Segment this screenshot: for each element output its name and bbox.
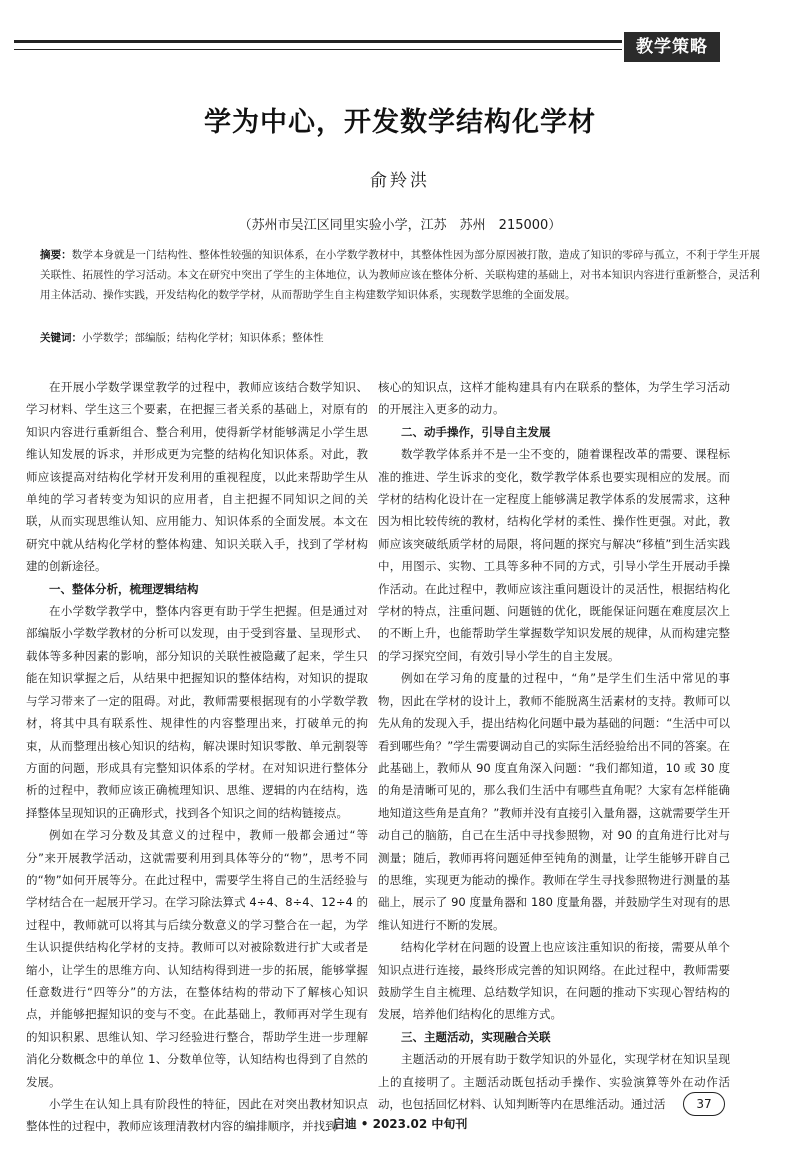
body-column-left [26, 376, 368, 1138]
keywords-text: 小学数学；部编版；结构化学材；知识体系；整体性 [82, 332, 324, 344]
paragraph: 在小学数学教学中，整体内容更有助于学生把握。但是通过对部编版小学数学教材的分析可以发现，由于受到容量、呈现形式、载体等多种因素的影响，部分知识的关联性被隐藏了起来，学生只能在知识掌握之后，从结果中把握知识的整体结构，对知识的提取与学习带来了一定的阻碍。对此，教师需要根据现有的小学数学教材，将其中具有联系性、规律性的内容整理出来，打破单元的拘束，从而整理出核心知识的结构，解决课时知识零散、单元割裂等方面的问题，形成具有完整知识体系的学材。在对知识进行整体分析的过程中，教师应该正确梳理知识、思维、逻辑的内在结构，选择整体呈现知识的正确形式，找到各个知识之间的结构链接点。 [26, 604, 368, 820]
abstract-label: 摘要： [40, 249, 72, 261]
abstract-text: 数学本身就是一门结构性、整体性较强的知识体系，在小学数学教材中，其整体性因为部分原因被打散，造成了知识的零碎与孤立，不利于学生开展关联性、拓展性的学习活动。本文在研究中突出了学生的主体地位，认为教师应该在整体分析、关联构建的基础上，对书本知识内容进行重新整合，灵活利用主体活动、操作实践，开发结构化的数学学材，从而帮助学生自主构建数学知识体系，实现数学思维的全面发展。 [40, 249, 761, 301]
paragraph: 例如在学习角的度量的过程中，“角”是学生们生活中常见的事物，因此在学材的设计上，教师不能脱离生活素材的支持。教师可以先从角的发现入手，提出结构化问题中最为基础的问题：“生活中可以看到哪些角？”学生需要调动自己的实际生活经验给出不同的答案。在此基础上，教师从 90 度直角深入问题：“我们都知道，10 或 30 度的角是清晰可见的，那么我们生活中有哪些直角呢？大家有怎样能确地知道这些角是直角？”教师并没有直接引入量角器，这就需要学生开动自己的脑筋，自己在生活中寻找参照物，对 90 的直角进行比对与测量；随后，教师再将问题延伸至钝角的测量，让学生能够开辟自己的思维，实现更为能动的操作。教师在学生寻找参照物进行测量的基础上，展示了 90 度量角器和 180 度量角器，并鼓励学生对现有的思维认知进行不断的发展。 [378, 671, 730, 932]
paragraph: 核心的知识点，这样才能构建具有内在联系的整体，为学生学习活动的开展注入更多的动力。 [378, 380, 730, 417]
journal-footer: 启迪 • 2023.02 中旬刊 [332, 1117, 468, 1131]
section-heading: 一、整体分析，梳理逻辑结构 [49, 581, 199, 596]
paragraph: 小学生在认知上具有阶段性的特征，因此在对突出教材知识点整体性的过程中，教师应该理清教材内容的编排顺序，并找到 [26, 1097, 368, 1134]
paragraph: 例如在学习分数及其意义的过程中，教师一般都会通过“等分”来开展教学活动，这就需要利用到具体等分的“物”，思考不同的“物”如何开展等分。在此过程中，需要学生将自己的生活经验与学材结合在一起展开学习。在学习除法算式 4÷4、8÷4、12÷4 的过程中，教师就可以将其与后续分数意义的学习整合在一起，为学生认识提供结构化学材的支持。教师可以对被除数进行扩大或者是缩小，让学生的思维方向、认知结构得到进一步的拓展，能够掌握任意数进行“四等分”的方法，在整体结构的带动下了解核心知识点，并能够把握知识的变与不变。在此基础上，教师再对学生现有的知识积累、思维认知、学习经验进行整合，帮助学生进一步理解消化分数概念中的单位 1、分数单位等，认知结构也得到了自然的发展。 [26, 828, 368, 1089]
paragraph: 结构化学材在问题的设置上也应该注重知识的衔接，需要从单个知识点进行连接，最终形成完善的知识网络。在此过程中，教师需要鼓励学生自主梳理、总结数学知识，在问题的推动下实现心智结构的发展，培养他们结构化的思维方式。 [378, 940, 730, 1022]
abstract [40, 245, 760, 305]
header-rule [14, 40, 622, 50]
paragraph: 主题活动的开展有助于数学知识的外显化，实现学材在知识呈现上的直接明了。主题活动既包括动手操作、实验演算等外在动作活动，也包括回忆材料、认知判断等内在思维活动。通过活 [378, 1052, 730, 1111]
keywords [40, 328, 760, 348]
section-heading: 三、主题活动，实现融合关联 [401, 1029, 551, 1044]
section-heading: 二、动手操作，引导自主发展 [401, 424, 551, 439]
paragraph: 在开展小学数学课堂教学的过程中，教师应该结合数学知识、学习材料、学生这三个要素，在把握三者关系的基础上，对原有的知识内容进行重新组合、整合利用，使得新学材能够满足小学生思维认知发展的诉求，并形成更为完整的结构化知识体系。对此，教师应该提高对结构化学材开发利用的重视程度，以此来帮助学生从单纯的学习者转变为知识的应用者，自主把握不同知识之间的关联，从而实现思维认知、应用能力、知识体系的全面发展。本文在研究中就从结构化学材的整体构建、知识关联入手，找到了学材构建的创新途径。 [26, 380, 368, 574]
author-affiliation: （苏州市吴江区同里实验小学，江苏 苏州 215000） [238, 218, 562, 233]
article-title: 学为中心，开发数学结构化学材 [204, 107, 596, 138]
page-number: 37 [683, 1092, 725, 1116]
keywords-label: 关键词： [40, 332, 82, 344]
paragraph: 数学教学体系并不是一尘不变的，随着课程改革的需要、课程标准的推进、学生诉求的变化，数学教学体系也要实现相应的发展。而学材的结构化设计在一定程度上能够满足教学体系的发展需求，这种因为相比较传统的教材，结构化学材的柔性、操作性更强。对此，教师应该突破纸质学材的局限，将问题的探究与解决“移植”到生活实践中，用图示、实物、工具等多种不同的方式，引导小学生开展动手操作活动。在此过程中，教师应该注重问题设计的灵活性，根据结构化学材的特点，注重问题、问题链的优化，既能保证问题在难度层次上的不断上升，也能帮助学生掌握数学知识发展的规律，从而构建完整的学习探究空间，有效引导小学生的自主发展。 [378, 447, 730, 663]
body-column-right [378, 376, 730, 1115]
article-author: 俞羚洪 [370, 171, 430, 191]
section-tag: 教学策略 [624, 32, 720, 62]
